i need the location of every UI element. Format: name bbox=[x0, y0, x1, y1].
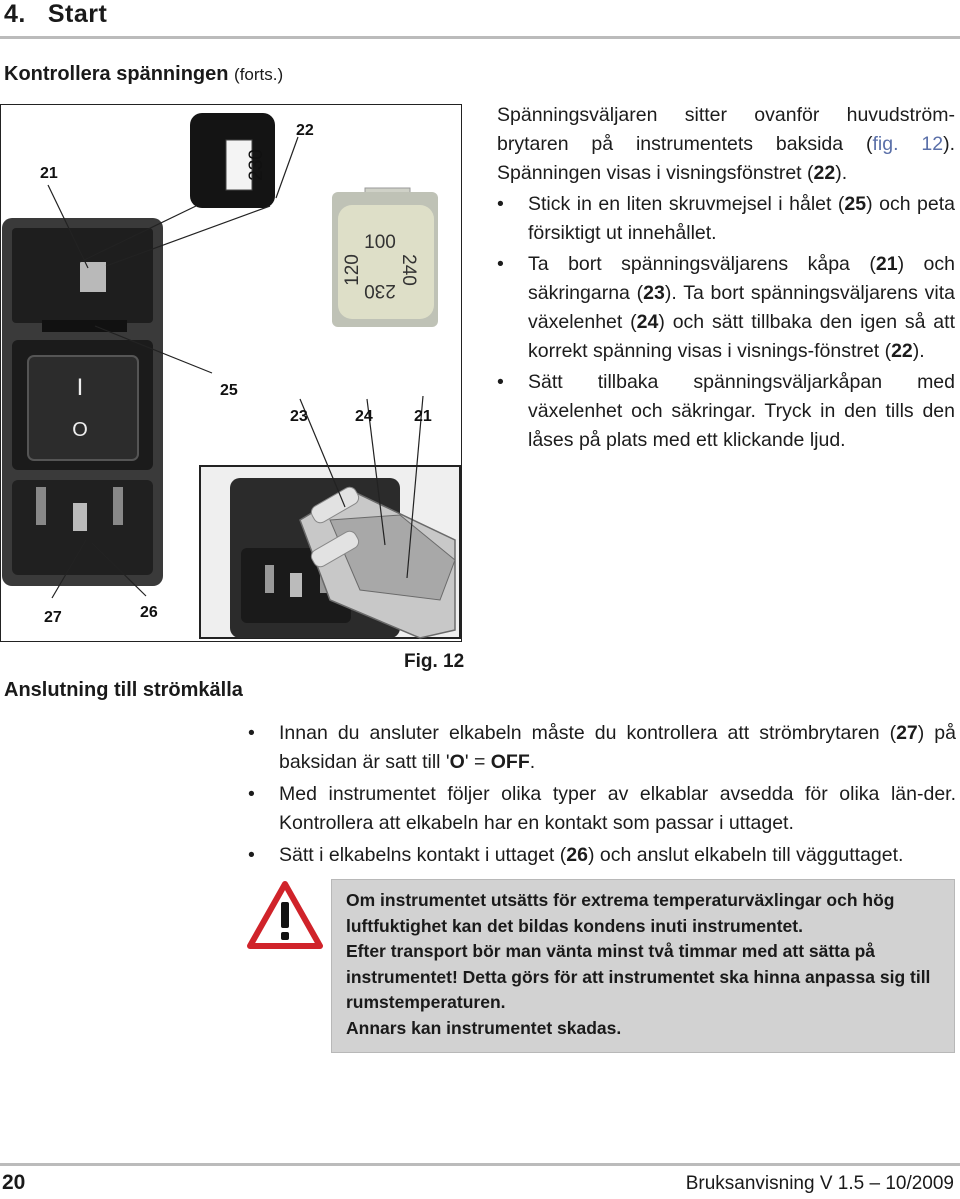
selector-window-zoom bbox=[190, 113, 275, 208]
bullet-dot: • bbox=[497, 253, 504, 275]
ref-25: 25 bbox=[844, 193, 867, 215]
chapter-number: 4. bbox=[4, 0, 26, 28]
power-step bbox=[248, 841, 956, 870]
step2-d: ) och sätt tillbaka den igen så att korrekt spänning visas i visnings-fönstret ( bbox=[528, 311, 955, 362]
ref-27: 27 bbox=[896, 722, 918, 744]
window-value: 230 bbox=[246, 149, 267, 181]
label-27: 27 bbox=[44, 609, 62, 626]
voltage-selector-unit bbox=[332, 188, 438, 327]
warning-line-2: Efter transport bör man vänta minst två timmar med att sätta på instrumentet! Detta görs för att instrumentet ska hinna anpassa sig till rumstemperaturen. bbox=[346, 941, 931, 1012]
voltage-instructions bbox=[497, 101, 955, 455]
page-number: 20 bbox=[2, 1171, 26, 1194]
power-step2: Med instrumentet följer olika typer av elkablar avsedda för olika län-der. Kontrollera att elkabeln har en kontakt som passar i uttaget. bbox=[279, 783, 956, 834]
section-title bbox=[4, 63, 283, 86]
label-26: 26 bbox=[140, 604, 158, 621]
step1-a: Stick in en liten skruvmejsel i hålet ( bbox=[528, 193, 845, 215]
figure-caption: Fig. 12 bbox=[404, 651, 465, 672]
step2-a: Ta bort spänningsväljarens kåpa ( bbox=[528, 253, 876, 275]
ref-23: 23 bbox=[643, 282, 665, 304]
chapter-heading bbox=[4, 0, 107, 29]
selector-100: 100 bbox=[364, 232, 396, 253]
switch-off-mark: O bbox=[72, 419, 88, 441]
bullet-dot: • bbox=[248, 783, 255, 805]
power-step bbox=[248, 719, 956, 777]
label-22: 22 bbox=[296, 122, 314, 139]
power-step bbox=[248, 780, 956, 838]
off-text: OFF bbox=[490, 751, 530, 773]
chapter-title: Start bbox=[47, 0, 108, 28]
selector-240: 240 bbox=[398, 254, 419, 286]
power-step1-b: ) på baksidan är satt till ' bbox=[279, 722, 956, 773]
step3: Sätt tillbaka spänningsväljarkåpan med växelenhet och säkringar. Tryck in den tills den låses på plats med ett klickande ljud. bbox=[528, 371, 955, 451]
switch-on-mark: I bbox=[76, 374, 84, 401]
bullet-dot: • bbox=[497, 193, 504, 215]
ref-26: 26 bbox=[566, 844, 588, 866]
selector-230: 230 bbox=[364, 280, 396, 301]
step-item bbox=[497, 250, 955, 366]
header-rule bbox=[0, 36, 960, 39]
power-section-title: Anslutning till strömkälla bbox=[4, 679, 243, 701]
intro-paragraph bbox=[497, 101, 955, 188]
warning-line-3: Annars kan instrumentet skadas. bbox=[346, 1017, 622, 1038]
figure-link[interactable]: fig. 12 bbox=[872, 133, 944, 155]
step2-c: ). Ta bort spänningsväljarens vita växelenhet ( bbox=[528, 282, 955, 333]
warning-box bbox=[331, 879, 955, 1053]
selector-120: 120 bbox=[342, 254, 363, 286]
label-21-bottom: 21 bbox=[414, 408, 432, 425]
power-switch bbox=[28, 356, 138, 460]
intro-text-a: Spänningsväljaren sitter ovanför huvudström-brytaren på instrumentets baksida ( bbox=[497, 104, 955, 155]
bullet-dot: • bbox=[248, 844, 255, 866]
power-instructions bbox=[248, 719, 956, 873]
power-steps bbox=[248, 719, 956, 870]
label-24: 24 bbox=[355, 408, 373, 425]
power-step3-b: ) och anslut elkabeln till vägguttaget. bbox=[587, 844, 904, 866]
label-25: 25 bbox=[220, 382, 238, 399]
step-item bbox=[497, 368, 955, 455]
document-version: Bruksanvisning V 1.5 – 10/2009 bbox=[685, 1173, 954, 1194]
section-title-text: Kontrollera spänningen bbox=[4, 63, 229, 85]
bullet-dot: • bbox=[497, 371, 504, 393]
ref-24: 24 bbox=[636, 311, 659, 333]
power-step1-c: ' = bbox=[464, 751, 491, 773]
label-21-top: 21 bbox=[40, 165, 58, 182]
intro-text-c: ). bbox=[835, 162, 848, 184]
ref-22: 22 bbox=[891, 340, 913, 362]
power-step1-a: Innan du ansluter elkabeln måste du kontrollera att strömbrytaren ( bbox=[279, 722, 897, 744]
voltage-steps bbox=[497, 190, 955, 455]
section-title-continued: (forts.) bbox=[234, 65, 284, 84]
warning-triangle-icon bbox=[247, 880, 323, 950]
label-23: 23 bbox=[290, 408, 308, 425]
step2-e: ). bbox=[912, 340, 925, 362]
footer-rule bbox=[0, 1163, 960, 1166]
warning-line-1: Om instrumentet utsätts för extrema temperaturväxlingar och hög luftfuktighet kan det bildas kondens inuti instrumentet. bbox=[346, 890, 895, 936]
switch-o-text: O bbox=[449, 751, 465, 773]
step-item bbox=[497, 190, 955, 248]
power-step1-d: . bbox=[529, 751, 536, 773]
intro-text-b: ). Spänningen visas i visningsfönstret ( bbox=[497, 133, 956, 184]
step1-b: ) och peta försiktigt ut innehållet. bbox=[528, 193, 955, 244]
figure-voltage-selector bbox=[0, 104, 462, 642]
ref-21: 21 bbox=[875, 253, 898, 275]
power-step3-a: Sätt i elkabelns kontakt i uttaget ( bbox=[279, 844, 567, 866]
ref-22: 22 bbox=[813, 162, 836, 184]
bullet-dot: • bbox=[248, 722, 255, 744]
step2-b: ) och säkringarna ( bbox=[528, 253, 955, 304]
